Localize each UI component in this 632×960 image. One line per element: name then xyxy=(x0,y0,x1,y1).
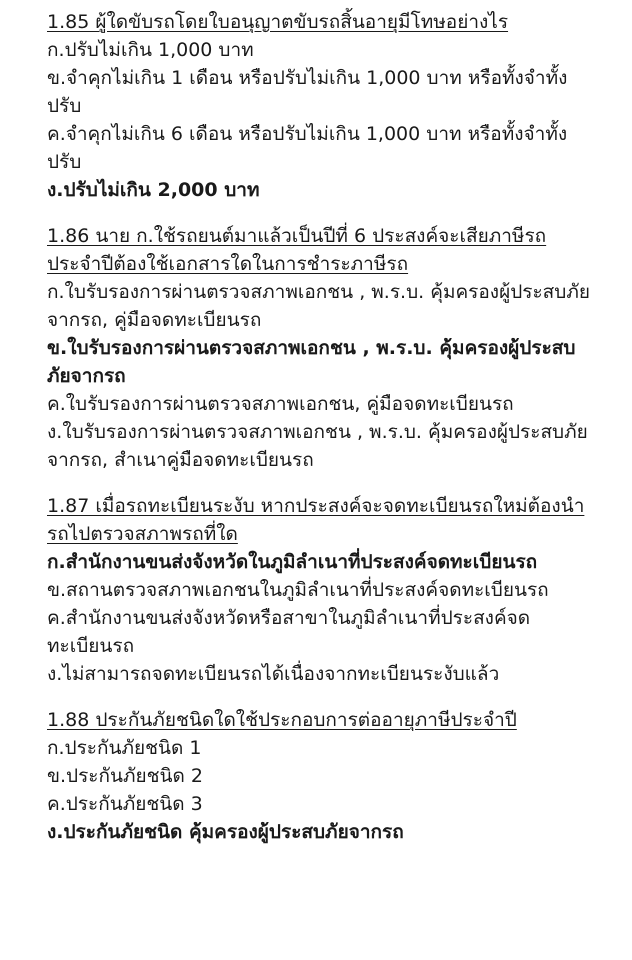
answer-option-correct: ก.สำนักงานขนส่งจังหวัดในภูมิลำเนาที่ประสงค์จดทะเบียนรถ xyxy=(47,551,538,573)
answer-option-correct: ข.ใบรับรองการผ่านตรวจสภาพเอกชน , พ.ร.บ. คุ้มครองผู้ประสบภัยจากรถ xyxy=(47,337,576,387)
answer-option: ค.จำคุกไม่เกิน 6 เดือน หรือปรับไม่เกิน 1,000 บาท หรือทั้งจำทั้งปรับ xyxy=(47,123,568,173)
answer-option: ค.สำนักงานขนส่งจังหวัดหรือสาขาในภูมิลำเนาที่ประสงค์จดทะเบียนรถ xyxy=(47,607,531,657)
question-title: 1.87 เมื่อรถทะเบียนระงับ หากประสงค์จะจดทะเบียนรถใหม่ต้องนำรถไปตรวจสภาพรถที่ใด xyxy=(47,495,585,545)
answer-option: ข.ประกันภัยชนิด 2 xyxy=(47,765,203,787)
question-block xyxy=(47,492,592,688)
answer-option: ก.ปรับไม่เกิน 1,000 บาท xyxy=(47,39,254,61)
answer-option-correct: ง.ปรับไม่เกิน 2,000 บาท xyxy=(47,179,260,201)
question-block xyxy=(47,706,592,846)
question-block xyxy=(47,8,592,204)
answer-option: ค.ใบรับรองการผ่านตรวจสภาพเอกชน, คู่มือจดทะเบียนรถ xyxy=(47,393,514,415)
answer-option: ข.สถานตรวจสภาพเอกชนในภูมิลำเนาที่ประสงค์จดทะเบียนรถ xyxy=(47,579,549,601)
answer-option: ง.ใบรับรองการผ่านตรวจสภาพเอกชน , พ.ร.บ. คุ้มครองผู้ประสบภัยจากรถ, สำเนาคู่มือจดทะเบียนรถ xyxy=(47,421,588,471)
answer-option: ง.ไม่สามารถจดทะเบียนรถได้เนื่องจากทะเบียนระงับแล้ว xyxy=(47,663,500,685)
answer-option: ข.จำคุกไม่เกิน 1 เดือน หรือปรับไม่เกิน 1,000 บาท หรือทั้งจำทั้งปรับ xyxy=(47,67,568,117)
question-title: 1.85 ผู้ใดขับรถโดยใบอนุญาตขับรถสิ้นอายุมีโทษอย่างไร xyxy=(47,11,509,33)
question-title: 1.88 ประกันภัยชนิดใดใช้ประกอบการต่ออายุภาษีประจำปี xyxy=(47,709,517,731)
answer-option: ก.ประกันภัยชนิด 1 xyxy=(47,737,202,759)
answer-option: ก.ใบรับรองการผ่านตรวจสภาพเอกชน , พ.ร.บ. คุ้มครองผู้ประสบภัยจากรถ, คู่มือจดทะเบียนรถ xyxy=(47,281,590,331)
question-title: 1.86 นาย ก.ใช้รถยนต์มาแล้วเป็นปีที่ 6 ประสงค์จะเสียภาษีรถประจำปีต้องใช้เอกสารใดในการชำระภาษีรถ xyxy=(47,225,547,275)
answer-option: ค.ประกันภัยชนิด 3 xyxy=(47,793,203,815)
answer-option-correct: ง.ประกันภัยชนิด คุ้มครองผู้ประสบภัยจากรถ xyxy=(47,821,404,843)
question-block xyxy=(47,222,592,474)
